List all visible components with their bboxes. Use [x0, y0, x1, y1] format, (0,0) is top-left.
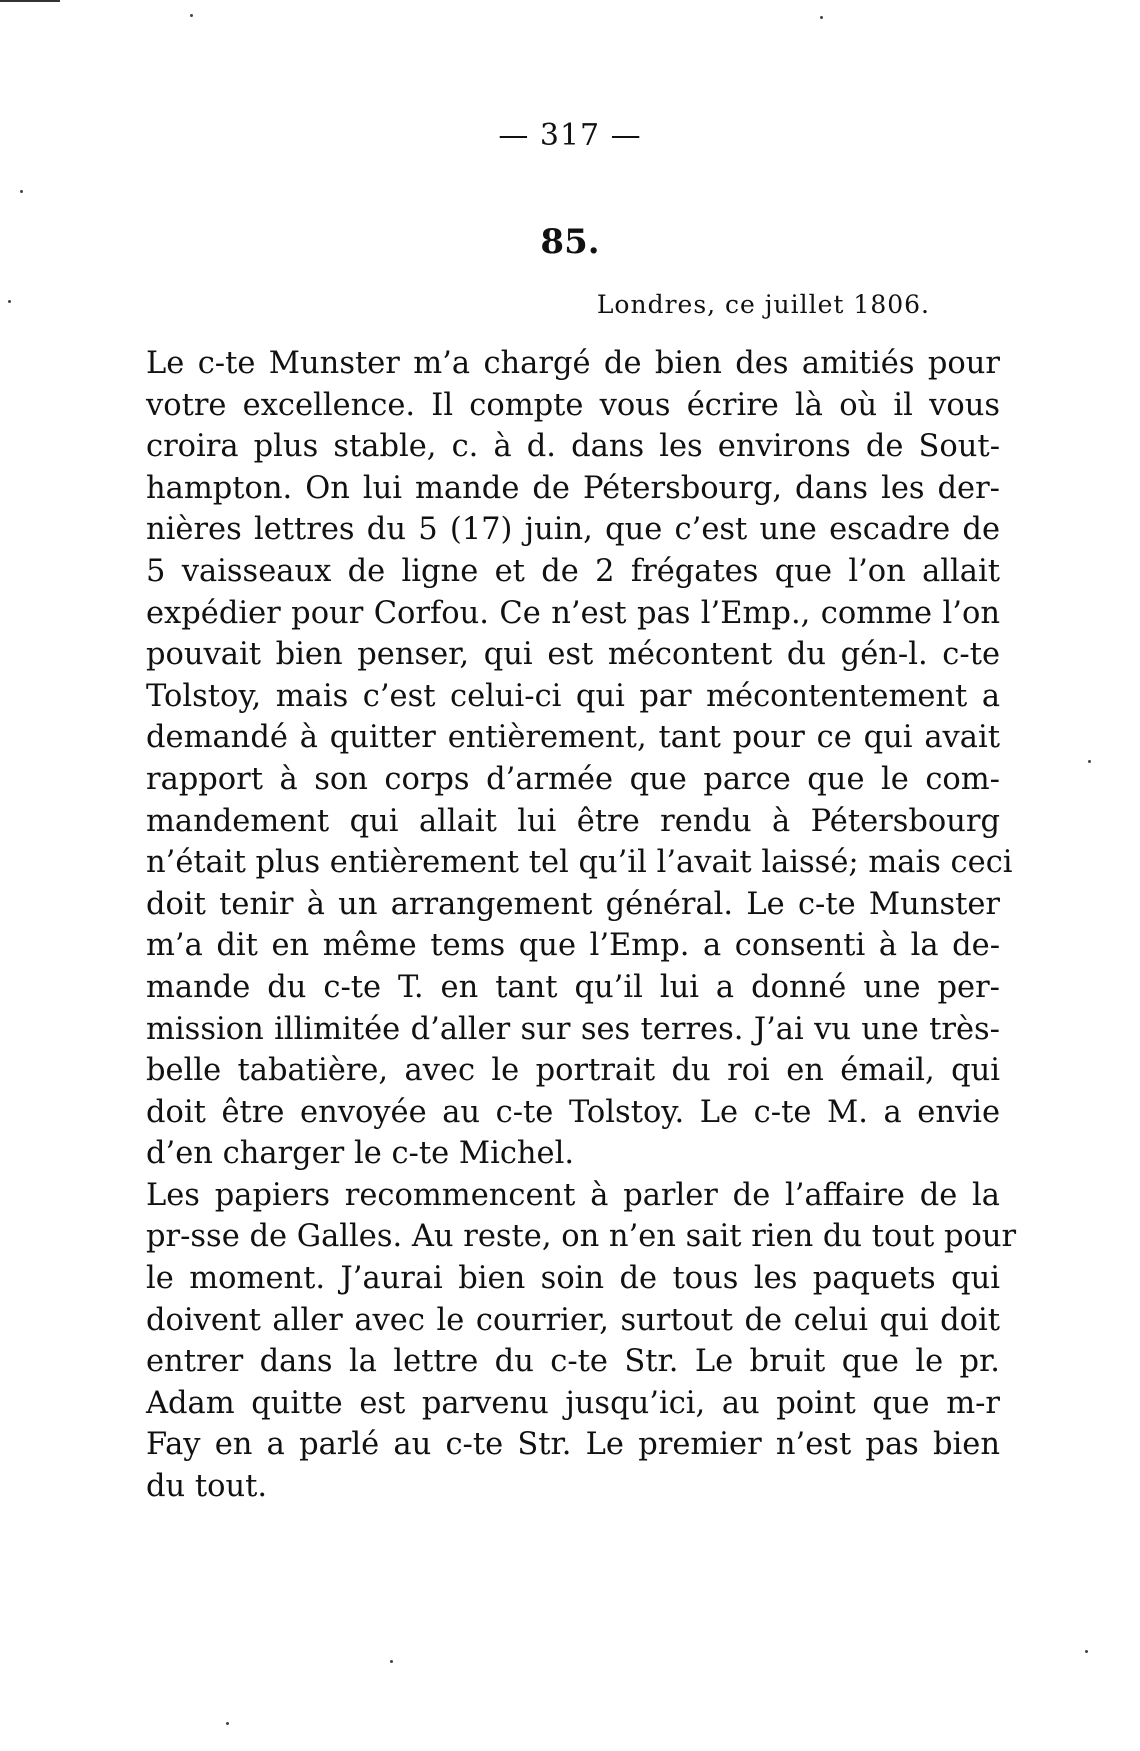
scan-speck [8, 300, 11, 303]
text-line: hampton. On lui mande de Pétersbourg, dans les der- [146, 470, 1000, 506]
text-line: votre excellence. Il compte vous écrire là où il vous [146, 387, 1000, 423]
letter-body [146, 343, 1017, 1508]
scan-speck [20, 190, 23, 193]
text-line: Adam quitte est parvenu jusqu’ici, au point que m-r [146, 1385, 1000, 1421]
top-edge-rule [0, 0, 60, 2]
dateline: Londres, ce juillet 1806. [596, 290, 930, 319]
text-line: nières lettres du 5 (17) juin, que c’est une escadre de [146, 512, 1000, 548]
text-line: doivent aller avec le courrier, surtout de celui qui doit [146, 1302, 1000, 1338]
scan-speck [820, 16, 823, 19]
text-line: pr-sse de Galles. Au reste, on n’en sait rien du tout pour [146, 1219, 1017, 1255]
scan-speck [1085, 1650, 1088, 1653]
text-line: mission illimitée d’aller sur ses terres. J’ai vu une très- [146, 1011, 1000, 1047]
text-line: rapport à son corps d’armée que parce que le com- [146, 761, 1000, 797]
text-line: m’a dit en même tems que l’Emp. a consenti à la de- [146, 928, 1000, 964]
scan-speck [226, 1722, 229, 1725]
text-line: demandé à quitter entièrement, tant pour ce qui avait [146, 720, 1000, 756]
text-line: mandement qui allait lui être rendu à Pétersbourg [146, 803, 1000, 839]
text-line: entrer dans la lettre du c-te Str. Le bruit que le pr. [146, 1344, 1000, 1380]
text-line: 5 vaisseaux de ligne et de 2 frégates que l’on allait [146, 553, 1000, 589]
scan-speck [1088, 760, 1091, 763]
text-line: pouvait bien penser, qui est mécontent du gén-l. c-te [146, 637, 1000, 673]
text-line: Les papiers recommencent à parler de l’affaire de la [146, 1177, 1000, 1213]
paragraph [146, 1175, 1017, 1508]
letter-number: 85. [540, 222, 600, 262]
text-line: doit tenir à un arrangement général. Le c-te Munster [146, 886, 1000, 922]
text-line: mande du c-te T. en tant qu’il lui a donné une per- [146, 969, 1000, 1005]
text-line: Tolstoy, mais c’est celui-ci qui par mécontentement a [146, 678, 1000, 714]
text-line: Fay en a parlé au c-te Str. Le premier n’est pas bien [146, 1427, 1000, 1463]
text-line: croira plus stable, c. à d. dans les environs de Sout- [146, 429, 1000, 465]
scan-speck [390, 1660, 393, 1663]
text-line: belle tabatière, avec le portrait du roi en émail, qui [146, 1053, 1000, 1089]
page-number: — 317 — [498, 118, 642, 153]
paragraph [146, 343, 1013, 1175]
text-line: d’en charger le c-te Michel. [146, 1136, 575, 1172]
scan-speck [190, 14, 193, 17]
text-line: du tout. [146, 1469, 268, 1505]
text-line: le moment. J’aurai bien soin de tous les paquets qui [146, 1261, 1000, 1297]
text-line: Le c-te Munster m’a chargé de bien des amitiés pour [146, 346, 1000, 381]
text-line: doit être envoyée au c-te Tolstoy. Le c-te M. a envie [146, 1094, 1000, 1130]
text-line: expédier pour Corfou. Ce n’est pas l’Emp., comme l’on [146, 595, 1000, 631]
text-line: n’était plus entièrement tel qu’il l’avait laissé; mais ceci [146, 845, 1013, 881]
